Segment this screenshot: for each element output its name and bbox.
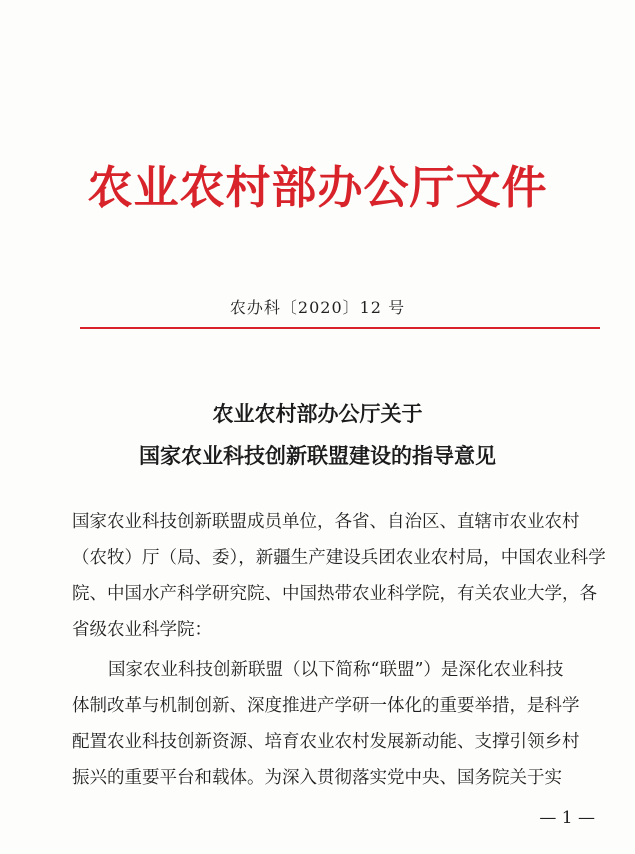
body-paragraph-line: 国家农业科技创新联盟（以下简称“联盟”）是深化农业科技 bbox=[108, 660, 564, 680]
red-separator-line bbox=[80, 327, 600, 329]
document-title-line-2: 国家农业科技创新联盟建设的指导意见 bbox=[139, 443, 496, 468]
addressee-line: 省级农业科学院： bbox=[72, 620, 212, 640]
document-title-line-1: 农业农村部办公厅关于 bbox=[212, 401, 423, 426]
addressee-line: （农牧）厅（局、委），新疆生产建设兵团农业农村局，中国农业科学 bbox=[72, 548, 606, 568]
issuing-authority-header: 农业农村部办公厅文件 bbox=[87, 161, 548, 214]
addressee-line: 院、中国水产科学研究院、中国热带农业科学院，有关农业大学，各 bbox=[72, 584, 597, 604]
page-number: — 1 — bbox=[539, 808, 595, 828]
document-number: 农办科〔2020〕12 号 bbox=[229, 298, 406, 317]
body-paragraph-line: 配置农业科技创新资源、培育农业农村发展新动能、支撑引领乡村 bbox=[72, 732, 580, 752]
body-paragraph-line: 振兴的重要平台和载体。为深入贯彻落实党中央、国务院关于实 bbox=[72, 768, 562, 788]
addressee-line: 国家农业科技创新联盟成员单位，各省、自治区、直辖市农业农村 bbox=[72, 512, 580, 532]
body-paragraph-line: 体制改革与机制创新、深度推进产学研一体化的重要举措，是科学 bbox=[72, 696, 580, 716]
